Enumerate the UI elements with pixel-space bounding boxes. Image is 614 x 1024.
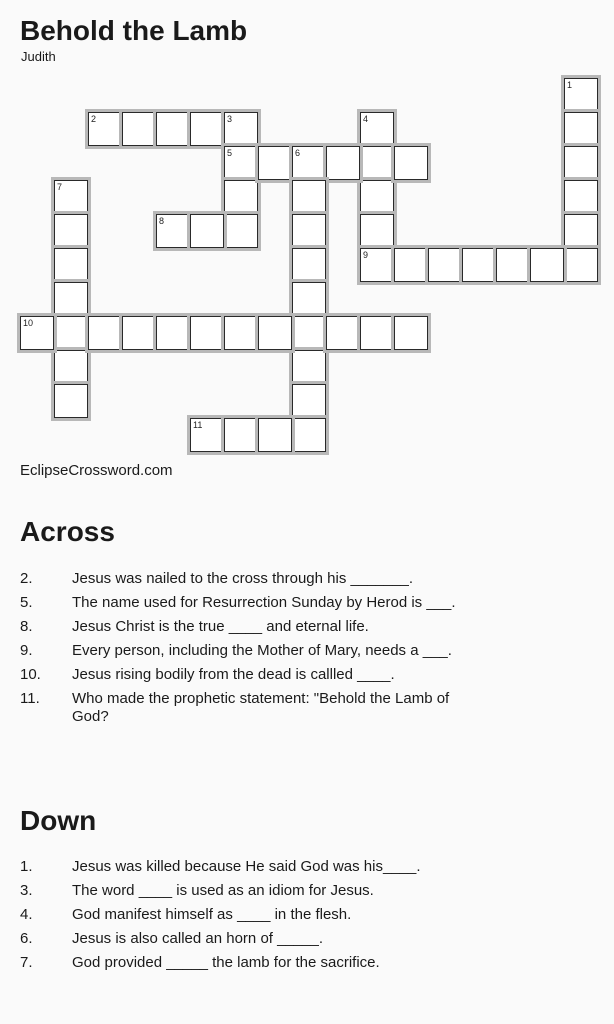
grid-cell[interactable]: [564, 78, 598, 112]
grid-cell[interactable]: [156, 112, 190, 146]
cell-number: 2: [91, 114, 97, 124]
grid-cell[interactable]: [122, 112, 156, 146]
clue-number: 2.: [20, 570, 33, 587]
grid-cell[interactable]: [394, 248, 428, 282]
cell-number: 11: [193, 420, 203, 430]
down-clue-3: [0, 882, 614, 900]
clue-number: 11.: [20, 690, 40, 707]
grid-cell[interactable]: [462, 248, 496, 282]
clue-number: 3.: [20, 882, 33, 899]
grid-cell[interactable]: [88, 316, 122, 350]
clue-text: Every person, including the Mother of Mary, needs a ___.: [72, 642, 452, 659]
grid-cell[interactable]: [224, 316, 258, 350]
cell-number: 1: [567, 80, 573, 90]
grid-cell[interactable]: [564, 248, 598, 282]
cell-number: 9: [363, 250, 369, 260]
grid-cell[interactable]: [292, 180, 326, 214]
down-clue-7: [0, 954, 614, 972]
grid-cell[interactable]: [54, 384, 88, 418]
cell-number: 10: [23, 318, 34, 328]
grid-cell[interactable]: [156, 316, 190, 350]
grid-cell[interactable]: [54, 180, 88, 214]
puzzle-author: Judith: [21, 49, 56, 64]
down-clue-6: [0, 930, 614, 948]
cell-number: 7: [57, 182, 63, 192]
clue-text: Jesus is also called an horn of _____.: [72, 930, 323, 947]
across-clue-9: [0, 642, 614, 660]
clue-text: God manifest himself as ____ in the flesh.: [72, 906, 352, 923]
cell-number: 5: [227, 148, 233, 158]
grid-cell[interactable]: [292, 146, 326, 180]
grid-cell[interactable]: [360, 146, 394, 180]
grid-cell[interactable]: [564, 180, 598, 214]
clue-text: Who made the prophetic statement: "Behold the Lamb of God?: [72, 690, 450, 725]
clue-text: Jesus Christ is the true ____ and eternal life.: [72, 618, 369, 635]
grid-cell[interactable]: [292, 282, 326, 316]
grid-cell[interactable]: [190, 418, 224, 452]
grid-cell[interactable]: [20, 316, 54, 350]
clue-text: The name used for Resurrection Sunday by Herod is ___.: [72, 594, 456, 611]
cell-number: 6: [295, 148, 301, 158]
grid-cell[interactable]: [428, 248, 462, 282]
grid-cell[interactable]: [360, 316, 394, 350]
clue-number: 8.: [20, 618, 33, 635]
grid-cell[interactable]: [292, 214, 326, 248]
down-clue-1: [0, 858, 614, 876]
clue-text: The word ____ is used as an idiom for Jesus.: [72, 882, 374, 899]
grid-cell[interactable]: [224, 146, 258, 180]
grid-cell[interactable]: [292, 350, 326, 384]
grid-cell[interactable]: [54, 350, 88, 384]
clue-number: 9.: [20, 642, 33, 659]
grid-cell[interactable]: [496, 248, 530, 282]
grid-cell[interactable]: [326, 146, 360, 180]
across-clue-10: [0, 666, 614, 684]
clue-text: Jesus was nailed to the cross through his _______.: [72, 570, 414, 587]
grid-cell[interactable]: [122, 316, 156, 350]
grid-cell[interactable]: [394, 316, 428, 350]
grid-cell[interactable]: [360, 248, 394, 282]
grid-cell[interactable]: [292, 418, 326, 452]
grid-cell[interactable]: [292, 248, 326, 282]
clue-number: 1.: [20, 858, 33, 875]
cell-number: 4: [363, 114, 369, 124]
down-clue-list: [0, 858, 614, 978]
down-clue-4: [0, 906, 614, 924]
across-clue-8: [0, 618, 614, 636]
across-clue-list: [0, 570, 614, 732]
grid-cell[interactable]: [190, 214, 224, 248]
grid-cell[interactable]: [292, 384, 326, 418]
grid-cell[interactable]: [88, 112, 122, 146]
grid-cell[interactable]: [258, 316, 292, 350]
down-heading: Down: [20, 805, 97, 836]
grid-cell[interactable]: [224, 112, 258, 146]
grid-cell[interactable]: [190, 112, 224, 146]
crossword-grid: [0, 0, 614, 470]
cell-number: 3: [227, 114, 233, 124]
across-clue-2: [0, 570, 614, 588]
grid-cell[interactable]: [360, 214, 394, 248]
grid-cell[interactable]: [54, 248, 88, 282]
clue-text: Jesus rising bodily from the dead is callled ____.: [72, 666, 395, 683]
clue-text: God provided _____ the lamb for the sacrifice.: [72, 954, 380, 971]
grid-cell[interactable]: [54, 316, 88, 350]
across-heading: Across: [20, 516, 115, 547]
clue-text: Jesus was killed because He said God was his____.: [72, 858, 421, 875]
grid-cell[interactable]: [258, 146, 292, 180]
cell-number: 8: [159, 216, 165, 226]
grid-cell[interactable]: [564, 112, 598, 146]
grid-cell[interactable]: [326, 316, 360, 350]
grid-cell[interactable]: [564, 214, 598, 248]
puzzle-title: Behold the Lamb: [20, 15, 248, 46]
clue-number: 10.: [20, 666, 41, 683]
clue-number: 5.: [20, 594, 33, 611]
across-clue-5: [0, 594, 614, 612]
clue-number: 7.: [20, 954, 33, 971]
grid-cell[interactable]: [224, 418, 258, 452]
clue-number: 6.: [20, 930, 33, 947]
clue-number: 4.: [20, 906, 33, 923]
grid-cell[interactable]: [394, 146, 428, 180]
grid-cell[interactable]: [258, 418, 292, 452]
across-clue-11: [0, 690, 614, 726]
grid-cell[interactable]: [224, 180, 258, 214]
grid-cell[interactable]: [360, 180, 394, 214]
grid-cell[interactable]: [224, 214, 258, 248]
grid-cell[interactable]: [54, 282, 88, 316]
grid-cell[interactable]: [530, 248, 564, 282]
grid-cell[interactable]: [156, 214, 190, 248]
site-credit: EclipseCrossword.com: [20, 462, 173, 479]
grid-cell[interactable]: [292, 316, 326, 350]
grid-cell[interactable]: [190, 316, 224, 350]
grid-cell[interactable]: [54, 214, 88, 248]
grid-cell[interactable]: [564, 146, 598, 180]
grid-cell[interactable]: [360, 112, 394, 146]
